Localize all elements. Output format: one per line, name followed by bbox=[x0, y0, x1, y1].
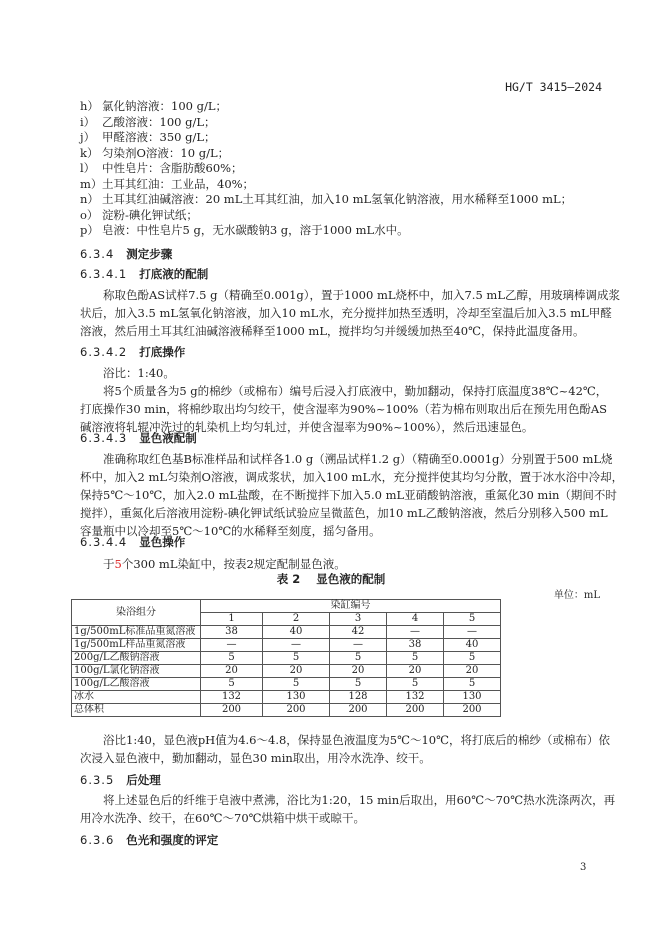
table-cell: 200 bbox=[387, 704, 444, 717]
section-number: 6.3.4.2 bbox=[80, 345, 128, 359]
paragraph-6-3-4-3 bbox=[80, 450, 624, 540]
section-number: 6.3.4.4 bbox=[80, 535, 128, 549]
list-marker: l） bbox=[80, 161, 96, 175]
list-marker: o） bbox=[80, 207, 99, 222]
table-cell: 128 bbox=[330, 691, 387, 704]
table-cell: 5 bbox=[444, 678, 501, 691]
row-label: 冰水 bbox=[72, 691, 201, 704]
table-cell: 5 bbox=[387, 678, 444, 691]
text-line: 保持5℃～10℃，加入2.0 mL盐酸，在不断搅拌下加入5.0 mL亚硝酸钠溶液，重氮化30 min（期间不时 bbox=[80, 488, 617, 502]
table-cell: — bbox=[330, 639, 387, 652]
row-label: 200g/L乙酸钠溶液 bbox=[72, 652, 201, 665]
section-number: 6.3.5 bbox=[80, 773, 115, 787]
paragraph-6-3-4-2 bbox=[80, 382, 608, 436]
text-line: 将5个质量各为5 g的棉纱（或棉布）编号后浸入打底液中，勤加翻动，保持打底温度38℃~42℃， bbox=[103, 384, 608, 398]
text-line: 杯中，加入2 mL匀染剂O溶液，调成浆状，加入100 mL水，充分搅拌使其均匀分散，置于冰水浴中冷却， bbox=[80, 470, 624, 484]
table-cell: 20 bbox=[387, 665, 444, 678]
text-line: 浴比1:40，显色液pH值为4.6～4.8，保持显色液温度为5℃～10℃，将打底后的棉纱（或棉布）依 bbox=[103, 733, 610, 747]
highlighted-number: 5 bbox=[114, 557, 122, 571]
table-cell: — bbox=[263, 639, 330, 652]
paragraph-6-3-5 bbox=[80, 791, 616, 827]
paragraph-6-3-4-4 bbox=[103, 556, 346, 572]
text-line: 次浸入显色液中，勤加翻动，显色30 min取出，用冷水洗净、绞干。 bbox=[80, 751, 431, 765]
table-cell: 132 bbox=[387, 691, 444, 704]
section-title: 显色液配制 bbox=[139, 431, 197, 445]
column-number: 1 bbox=[201, 613, 263, 626]
table-row bbox=[72, 639, 501, 652]
reagent-text: 淀粉-碘化钾试纸； bbox=[102, 207, 198, 222]
text: 个300 mL染缸中，按表2规定配制显色液。 bbox=[121, 557, 346, 571]
list-marker: k） bbox=[80, 145, 99, 160]
text-line: 状后，加入3.5 mL氢氧化钠溶液，加入10 mL水，充分搅拌加热至透明，冷却至室温后加入3.5 mL甲醛 bbox=[80, 306, 612, 320]
row-label: 100g/L乙酸溶液 bbox=[72, 678, 201, 691]
table-cell: 200 bbox=[330, 704, 387, 717]
table-cell: 5 bbox=[263, 652, 330, 665]
column-header-component: 染浴组分 bbox=[72, 600, 201, 626]
table-cell: 5 bbox=[387, 652, 444, 665]
reagent-text: 皂液：中性皂片5 g，无水碳酸钠3 g，溶于1000 mL水中。 bbox=[102, 223, 409, 237]
table-cell: 5 bbox=[444, 652, 501, 665]
section-heading-6-3-4-3 bbox=[80, 430, 197, 446]
color-solution-table bbox=[71, 599, 501, 717]
reagent-text: 土耳其红油碱溶液：20 mL土耳其红油，加入10 mL氢氧化钠溶液，用水稀释至1000 mL； bbox=[102, 192, 573, 206]
row-label: 1g/500mL标准品重氮溶液 bbox=[72, 626, 201, 639]
reagent-text: 中性皂片：含脂肪酸60%； bbox=[102, 161, 243, 175]
list-marker: m） bbox=[80, 176, 103, 191]
table-cell: — bbox=[387, 626, 444, 639]
reagent-item bbox=[80, 222, 409, 238]
reagent-item bbox=[80, 207, 198, 223]
table-cell: — bbox=[201, 639, 263, 652]
paragraph-6-3-4-1 bbox=[80, 286, 620, 340]
section-title: 测定步骤 bbox=[126, 247, 173, 261]
table-cell: 132 bbox=[201, 691, 263, 704]
row-label: 1g/500mL样品重氮溶液 bbox=[72, 639, 201, 652]
table-row bbox=[72, 678, 501, 691]
table-caption bbox=[0, 571, 662, 587]
reagent-text: 氯化钠溶液：100 g/L； bbox=[102, 99, 227, 113]
section-title: 色光和强度的评定 bbox=[126, 833, 219, 847]
text-line: 用冷水洗净、绞干，在60℃～70℃烘箱中烘干或晾干。 bbox=[80, 811, 365, 825]
text-line: 搅拌），重氮化后溶液用淀粉-碘化钾试纸试验应呈微蓝色，加10 mL乙酸钠溶液，然后分别移入500 mL bbox=[80, 506, 608, 520]
table-cell: 20 bbox=[263, 665, 330, 678]
section-number: 6.3.6 bbox=[80, 833, 115, 847]
table-cell: 40 bbox=[263, 626, 330, 639]
text-line: 浴比：1:40。 bbox=[103, 366, 175, 380]
table-row bbox=[72, 652, 501, 665]
section-heading-6-3-4-1 bbox=[80, 266, 208, 282]
text-line: 称取色酚AS试样7.5 g（精确至0.001g），置于1000 mL烧杯中，加入7.5 mL乙醇，用玻璃棒调成浆 bbox=[103, 288, 620, 302]
table-cell: — bbox=[444, 626, 501, 639]
row-label: 总体积 bbox=[72, 704, 201, 717]
page-number: 3 bbox=[580, 862, 587, 873]
text-line: 碱溶液将轧辊冲洗过的轧染机上均匀轧过，并使含湿率为90%~100%），然后迅速显色。 bbox=[80, 420, 534, 434]
paragraph-after-table bbox=[80, 731, 610, 767]
section-title: 打底操作 bbox=[139, 345, 186, 359]
table-row bbox=[72, 691, 501, 704]
table-cell: 5 bbox=[330, 652, 387, 665]
reagent-item bbox=[80, 129, 215, 145]
table-cell: 20 bbox=[201, 665, 263, 678]
table-title: 显色液的配制 bbox=[316, 572, 386, 586]
text-line: 打底操作30 min，将棉纱取出均匀绞干，使含湿率为90%~100%（若为棉布则取出后在预先用色酚AS bbox=[80, 402, 608, 416]
text: 于 bbox=[103, 557, 115, 571]
section-heading-6-3-6 bbox=[80, 832, 218, 848]
table-cell: 20 bbox=[330, 665, 387, 678]
table-cell: 5 bbox=[263, 678, 330, 691]
table-row bbox=[72, 626, 501, 639]
table-cell: 5 bbox=[201, 652, 263, 665]
reagent-item bbox=[80, 191, 572, 207]
table-unit: 单位：mL bbox=[553, 590, 600, 601]
table-cell: 38 bbox=[387, 639, 444, 652]
reagent-text: 匀染剂O溶液：10 g/L； bbox=[102, 145, 230, 160]
table-cell: 5 bbox=[201, 678, 263, 691]
reagent-item bbox=[80, 114, 215, 130]
section-number: 6.3.4 bbox=[80, 247, 115, 261]
table-cell: 42 bbox=[330, 626, 387, 639]
table-row bbox=[72, 704, 501, 717]
list-marker: p） bbox=[80, 223, 99, 237]
table-row bbox=[72, 665, 501, 678]
section-number: 6.3.4.3 bbox=[80, 431, 128, 445]
reagent-item bbox=[80, 145, 229, 161]
section-heading-6-3-5 bbox=[80, 772, 161, 788]
table-cell: 130 bbox=[444, 691, 501, 704]
list-marker: i） bbox=[80, 114, 96, 129]
table-cell: 130 bbox=[263, 691, 330, 704]
section-number: 6.3.4.1 bbox=[80, 267, 128, 281]
document-code: HG/T 3415—2024 bbox=[505, 80, 602, 94]
reagent-text: 土耳其红油：工业品，40%； bbox=[102, 176, 255, 191]
text-line: 溶液，然后用土耳其红油碱溶液稀释至1000 mL，搅拌均匀并缓缓加热至40℃，保持此温度备用。 bbox=[80, 324, 585, 338]
text-line: 容量瓶中以冷却至5℃～10℃的水稀释至刻度，摇匀备用。 bbox=[80, 524, 381, 538]
section-title: 后处理 bbox=[126, 773, 161, 787]
list-marker: j） bbox=[80, 130, 96, 144]
column-group-header: 染缸编号 bbox=[201, 600, 501, 613]
section-heading-6-3-4-2 bbox=[80, 344, 185, 360]
table-cell: 5 bbox=[330, 678, 387, 691]
list-marker: h） bbox=[80, 99, 99, 113]
reagent-item bbox=[80, 176, 254, 192]
list-marker: n） bbox=[80, 192, 99, 206]
reagent-item bbox=[80, 160, 243, 176]
table-cell: 40 bbox=[444, 639, 501, 652]
paragraph-bath-ratio bbox=[80, 364, 605, 382]
table-cell: 38 bbox=[201, 626, 263, 639]
table-cell: 200 bbox=[444, 704, 501, 717]
table-cell: 20 bbox=[444, 665, 501, 678]
table-cell: 200 bbox=[201, 704, 263, 717]
column-number: 4 bbox=[387, 613, 444, 626]
column-number: 2 bbox=[263, 613, 330, 626]
column-number: 5 bbox=[444, 613, 501, 626]
reagent-text: 乙酸溶液：100 g/L； bbox=[102, 114, 216, 129]
section-heading-6-3-4 bbox=[80, 246, 172, 262]
table-number: 表 2 bbox=[276, 572, 301, 586]
section-heading-6-3-4-4 bbox=[80, 534, 185, 550]
text-line: 将上述显色后的纤维于皂液中煮沸，浴比为1:20，15 min后取出，用60℃～70℃热水洗涤两次，再 bbox=[103, 793, 616, 807]
reagent-item bbox=[80, 98, 227, 114]
row-label: 100g/L氯化钠溶液 bbox=[72, 665, 201, 678]
section-title: 显色操作 bbox=[139, 535, 186, 549]
column-number: 3 bbox=[330, 613, 387, 626]
table-cell: 200 bbox=[263, 704, 330, 717]
text-line: 准确称取红色基B标准样品和试样各1.0 g（溯品试样1.2 g）（精确至0.0001g）分别置于500 mL烧 bbox=[103, 452, 613, 466]
reagent-text: 甲醛溶液：350 g/L； bbox=[102, 130, 216, 144]
section-title: 打底液的配制 bbox=[139, 267, 209, 281]
